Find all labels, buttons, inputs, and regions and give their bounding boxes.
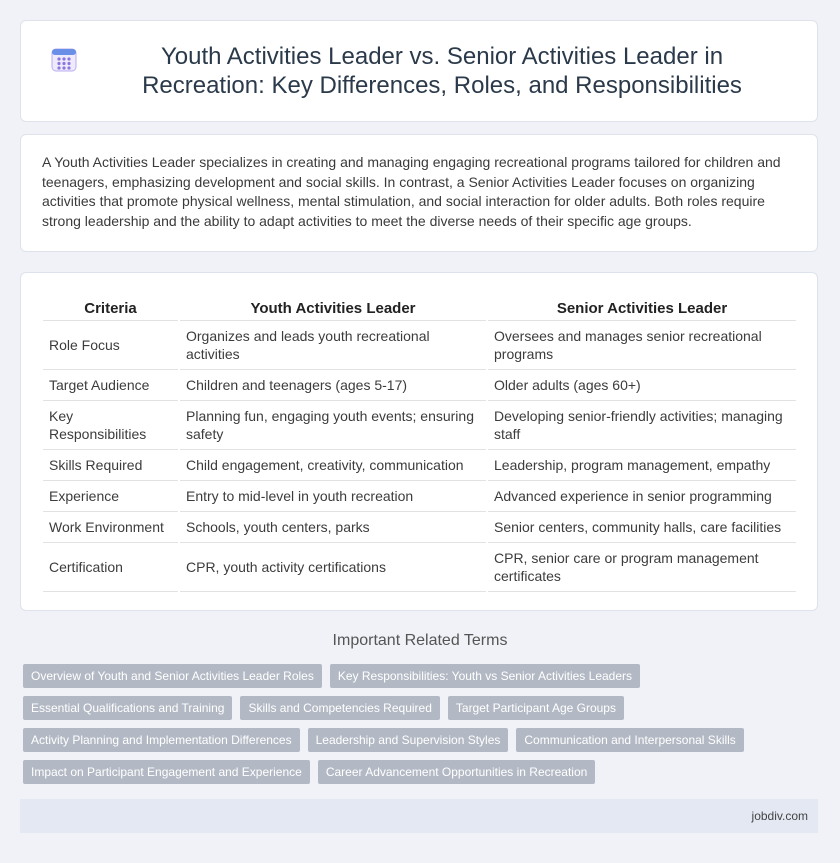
footer	[20, 799, 818, 833]
tag-row	[23, 760, 823, 784]
table-cell: Leadership, program management, empathy	[488, 450, 796, 481]
table-row	[43, 512, 796, 543]
related-terms-title: Important Related Terms	[332, 632, 508, 649]
table-cell: Planning fun, engaging youth events; ensuring safety	[180, 401, 486, 450]
table-cell: Advanced experience in senior programming	[488, 481, 796, 512]
table-row	[43, 321, 796, 370]
title-card	[20, 20, 818, 122]
related-tag[interactable]: Target Participant Age Groups	[448, 696, 624, 720]
table-cell: Oversees and manages senior recreational programs	[488, 321, 796, 370]
related-tag[interactable]: Key Responsibilities: Youth vs Senior Activities Leaders	[330, 664, 640, 688]
related-tag[interactable]: Impact on Participant Engagement and Experience	[23, 760, 310, 784]
footer-site-link[interactable]: jobdiv.com	[751, 809, 808, 823]
comparison-card	[20, 272, 818, 611]
table-cell: Entry to mid-level in youth recreation	[180, 481, 486, 512]
tag-row	[23, 664, 823, 688]
table-cell: Children and teenagers (ages 5-17)	[180, 370, 486, 401]
related-tag[interactable]: Essential Qualifications and Training	[23, 696, 232, 720]
page-title: Youth Activities Leader vs. Senior Activities Leader in Recreation: Key Differences, Roles, and Responsibilities	[142, 43, 742, 99]
tag-row	[23, 728, 823, 752]
table-row	[43, 543, 796, 592]
header-senior: Senior Activities Leader	[488, 295, 796, 321]
table-header-row	[43, 295, 796, 321]
calendar-icon	[51, 46, 77, 72]
related-tag[interactable]: Career Advancement Opportunities in Recreation	[318, 760, 595, 784]
table-row	[43, 450, 796, 481]
table-cell: Schools, youth centers, parks	[180, 512, 486, 543]
related-tag[interactable]: Skills and Competencies Required	[240, 696, 439, 720]
table-cell: CPR, senior care or program management certificates	[488, 543, 796, 592]
table-row	[43, 481, 796, 512]
table-cell: Key Responsibilities	[43, 401, 178, 450]
intro-text: A Youth Activities Leader specializes in creating and managing engaging recreational programs tailored for children and teenagers, emphasizing development and social skills. In contrast, a Senior Activities Leader focuses on organizing activities that promote physical wellness, mental stimulation, and social interaction for older adults. Both roles require strong leadership and the ability to adapt activities to meet the diverse needs of their specific age groups.	[42, 154, 781, 229]
header-criteria: Criteria	[43, 295, 178, 321]
table-cell: Certification	[43, 543, 178, 592]
related-tag[interactable]: Overview of Youth and Senior Activities Leader Roles	[23, 664, 322, 688]
table-cell: Senior centers, community halls, care facilities	[488, 512, 796, 543]
table-row	[43, 370, 796, 401]
table-cell: Target Audience	[43, 370, 178, 401]
table-cell: Experience	[43, 481, 178, 512]
table-cell: Older adults (ages 60+)	[488, 370, 796, 401]
related-tag[interactable]: Communication and Interpersonal Skills	[516, 728, 743, 752]
table-cell: Work Environment	[43, 512, 178, 543]
comparison-table	[41, 295, 798, 592]
table-cell: Developing senior-friendly activities; managing staff	[488, 401, 796, 450]
table-cell: Skills Required	[43, 450, 178, 481]
related-tags	[23, 664, 823, 792]
title-wrap	[51, 42, 787, 100]
table-row	[43, 401, 796, 450]
header-youth: Youth Activities Leader	[180, 295, 486, 321]
related-tag[interactable]: Activity Planning and Implementation Differences	[23, 728, 300, 752]
table-cell: Child engagement, creativity, communication	[180, 450, 486, 481]
related-tag[interactable]: Leadership and Supervision Styles	[308, 728, 509, 752]
table-cell: Role Focus	[43, 321, 178, 370]
tag-row	[23, 696, 823, 720]
intro-card	[20, 134, 818, 252]
table-cell: Organizes and leads youth recreational activities	[180, 321, 486, 370]
table-cell: CPR, youth activity certifications	[180, 543, 486, 592]
